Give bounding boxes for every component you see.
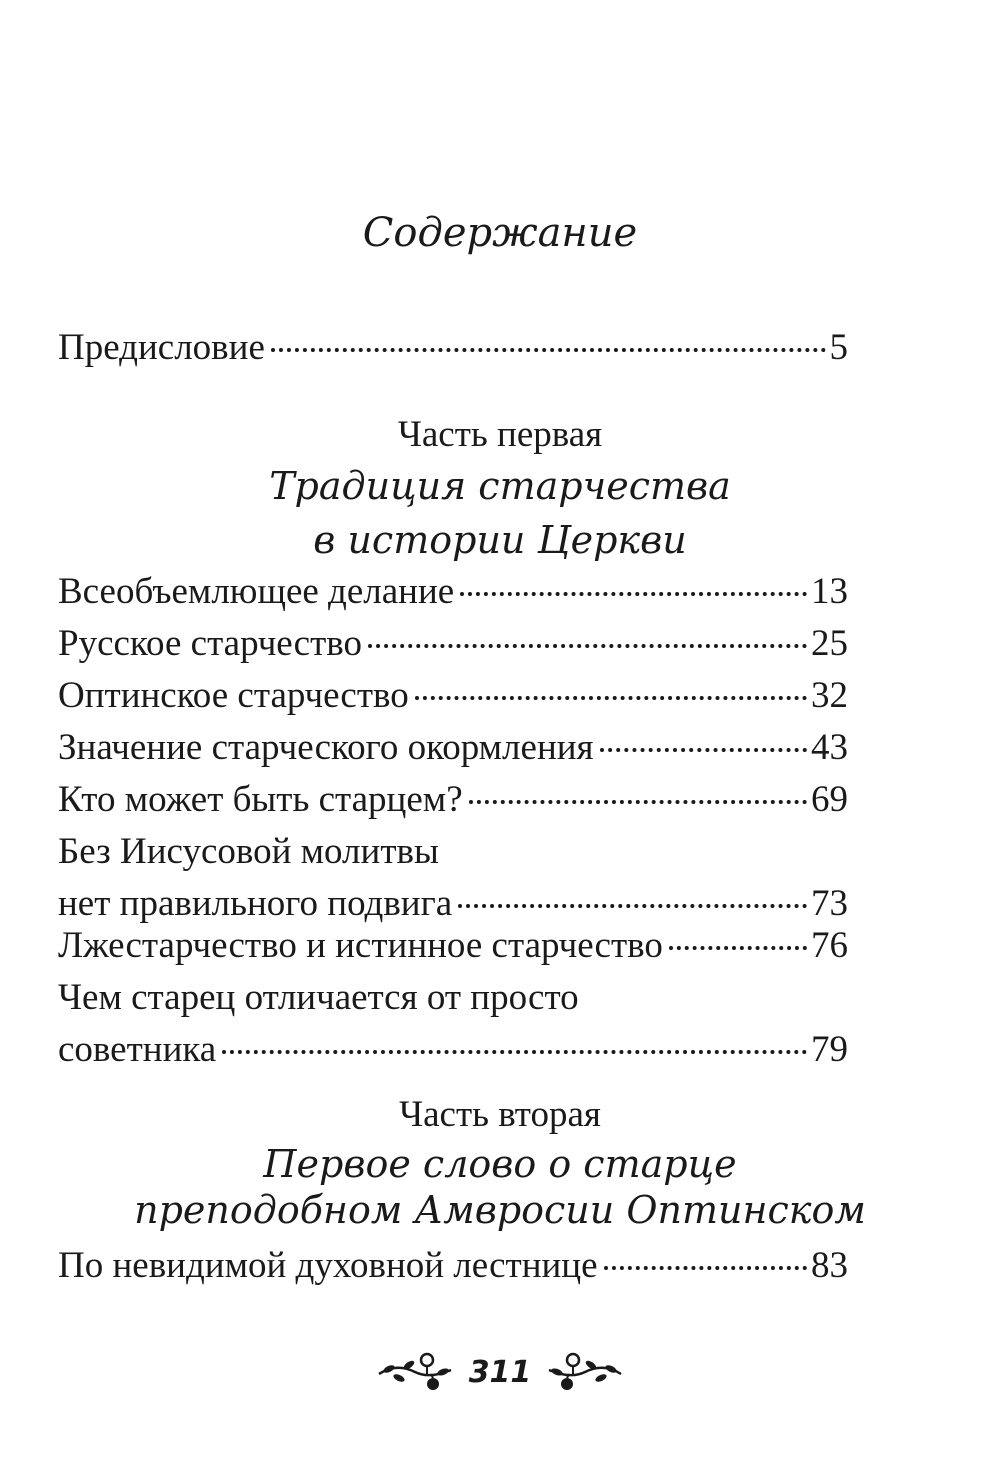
toc-entry-page: 32 [811,675,848,716]
toc-entry-title: Кто может быть старцем? [58,779,463,820]
toc-entry-page: 79 [811,1029,848,1070]
toc-heading: Содержание [362,210,638,256]
toc-entry-title: советника [58,1029,217,1070]
toc-entry[interactable] [58,972,848,1076]
toc-entry[interactable] [58,670,848,722]
part-two-label: Часть вторая [399,1094,601,1135]
toc-entry[interactable] [58,1240,848,1292]
floral-ornament-icon [545,1350,625,1394]
dot-leader [458,904,807,908]
part-two-title-line1: Первое слово о старце [263,1142,737,1186]
dot-leader [604,1266,807,1270]
part-two-title-line2: преподобном Амвросии Оптинском [134,1188,866,1232]
toc-entry-title: По невидимой духовной лестнице [58,1245,598,1286]
toc-entry-title-line1: Без Иисусовой молитвы [58,831,439,872]
toc-entry-page: 25 [811,623,848,664]
toc-entry-page: 73 [811,883,848,924]
dot-leader [368,644,807,648]
page-footer [0,1350,1000,1394]
floral-ornament-icon [375,1350,455,1394]
toc-entry-page: 43 [811,727,848,768]
toc-entry-title: Значение старческого окормления [58,727,594,768]
toc-entry-title: Русское старчество [58,623,362,664]
toc-entry-title: нет правильного подвига [58,883,453,924]
dot-leader [669,946,807,950]
toc-entry-preface[interactable] [58,322,848,374]
dot-leader [271,348,826,352]
toc-entry-page: 76 [811,925,848,966]
dot-leader [415,696,807,700]
dot-leader [469,800,807,804]
part-one-label: Часть первая [397,414,603,455]
dot-leader [460,592,807,596]
toc-entry-page: 69 [811,779,848,820]
toc-entry-page: 83 [811,1245,848,1286]
dot-leader [600,748,807,752]
part-one-title-line2: в истории Церкви [313,518,687,562]
toc-entry[interactable] [58,618,848,670]
page-number: 311 [468,1354,532,1390]
dot-leader [222,1050,807,1054]
toc-entry-title: Оптинское старчество [58,675,409,716]
toc-entry[interactable] [58,774,848,826]
toc-entry[interactable] [58,722,848,774]
toc-entry-title: Всеобъемлющее делание [58,571,455,612]
toc-entry-title: Лжестарчество и истинное старчество [58,925,663,966]
toc-entry-page: 13 [811,571,848,612]
toc-entry[interactable] [58,826,848,930]
toc-entry-title: Предисловие [58,327,265,368]
toc-entry-title-line1: Чем старец отличается от просто [58,977,579,1018]
toc-entry[interactable] [58,920,848,972]
part-one-title-line1: Традиция старчества [269,464,731,508]
toc-entry-page: 5 [829,327,848,368]
toc-entry[interactable] [58,566,848,618]
